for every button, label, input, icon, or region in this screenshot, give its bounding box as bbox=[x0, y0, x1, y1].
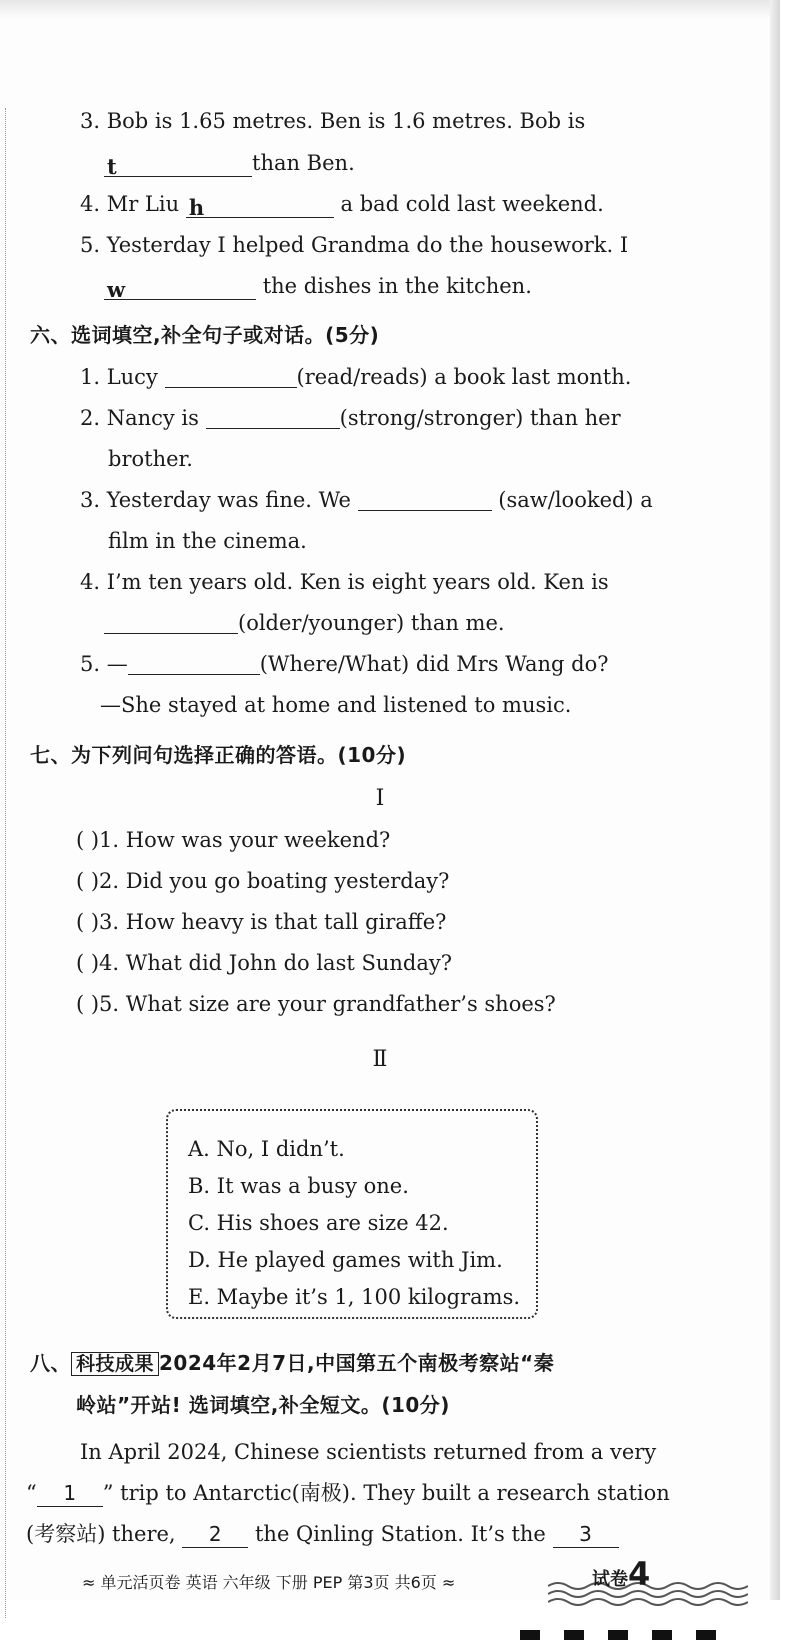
section7-heading: 七、为下列问句选择正确的答语。(10分) bbox=[30, 743, 407, 767]
option-c: C. His shoes are size 42. bbox=[188, 1211, 449, 1235]
blank-2[interactable]: 2 bbox=[182, 1521, 248, 1548]
test-badge: 试卷4 bbox=[592, 1555, 651, 1593]
s6-item5: 5. — (Where/What) did Mrs Wang do? bbox=[80, 652, 609, 676]
section6-heading: 六、选词填空,补全句子或对话。(5分) bbox=[30, 323, 380, 347]
passage-line-1: In April 2024, Chinese scientists returned from a very bbox=[80, 1440, 657, 1464]
s6-item5-line2: —She stayed at home and listened to music. bbox=[100, 693, 572, 717]
topic-tag: 科技成果 bbox=[71, 1352, 159, 1376]
top-shadow bbox=[0, 0, 780, 18]
s6-item4: 4. I’m ten years old. Ken is eight years old. Ken is bbox=[80, 570, 609, 594]
s7-question-1[interactable]: ( )1. How was your weekend? bbox=[76, 828, 391, 852]
q5-item3-line2: t than Ben. bbox=[104, 150, 355, 177]
answer-options-box bbox=[166, 1109, 538, 1319]
s6-item4-line2: (older/younger) than me. bbox=[104, 610, 505, 636]
page-footer: ≈ 单元活页卷 英语 六年级 下册 PEP 第3页 共6页 ≈ bbox=[82, 1573, 456, 1592]
option-a: A. No, I didn’t. bbox=[188, 1137, 345, 1161]
q5-item4: 4. Mr Liu h a bad cold last weekend. bbox=[80, 192, 604, 220]
option-d: D. He played games with Jim. bbox=[188, 1248, 503, 1272]
answer-blank[interactable] bbox=[358, 488, 492, 511]
part-one-label: I bbox=[375, 786, 385, 811]
binding-line bbox=[5, 108, 6, 1618]
answer-blank[interactable] bbox=[128, 652, 260, 675]
s6-item3-line2: film in the cinema. bbox=[108, 529, 307, 553]
blank-3[interactable]: 3 bbox=[553, 1521, 619, 1548]
blank-1[interactable]: 1 bbox=[37, 1480, 103, 1507]
answer-blank[interactable] bbox=[165, 365, 297, 388]
s6-item2-line2: brother. bbox=[108, 447, 193, 471]
s7-question-2[interactable]: ( )2. Did you go boating yesterday? bbox=[76, 869, 450, 893]
answer-blank[interactable]: h bbox=[186, 195, 334, 218]
s7-question-5[interactable]: ( )5. What size are your grandfather’s shoes? bbox=[76, 992, 556, 1016]
passage-line-3: (考察站) there, 2 the Qinling Station. It’s the 3 bbox=[26, 1521, 619, 1548]
q5-item5-line1: 5. Yesterday I helped Grandma do the housework. I bbox=[80, 233, 629, 257]
option-b: B. It was a busy one. bbox=[188, 1174, 409, 1198]
option-e: E. Maybe it’s 1, 100 kilograms. bbox=[188, 1285, 521, 1309]
section8-heading-line2: 岭站”开站! 选词填空,补全短文。(10分) bbox=[76, 1393, 450, 1417]
part-two-label: Ⅱ bbox=[372, 1047, 388, 1072]
q5-item5-line2: w the dishes in the kitchen. bbox=[104, 273, 532, 300]
s7-question-3[interactable]: ( )3. How heavy is that tall giraffe? bbox=[76, 910, 447, 934]
passage-line-2: “ 1 ” trip to Antarctic(南极). They built a research station bbox=[26, 1481, 670, 1505]
answer-blank[interactable]: t bbox=[104, 154, 252, 177]
answer-blank[interactable] bbox=[104, 611, 238, 634]
section8-heading: 八、 科技成果 2024年2月7日,中国第五个南极考察站“秦 bbox=[30, 1351, 555, 1375]
answer-blank[interactable]: w bbox=[104, 277, 256, 300]
s6-item3: 3. Yesterday was fine. We (saw/looked) a bbox=[80, 488, 653, 512]
page-edge bbox=[770, 0, 780, 1600]
q5-item3-line1: 3. Bob is 1.65 metres. Ben is 1.6 metres. Bob is bbox=[80, 109, 586, 133]
answer-blank[interactable] bbox=[206, 406, 340, 429]
s6-item2: 2. Nancy is (strong/stronger) than her bbox=[80, 406, 621, 430]
s6-item1: 1. Lucy (read/reads) a book last month. bbox=[80, 365, 632, 389]
s7-question-4[interactable]: ( )4. What did John do last Sunday? bbox=[76, 951, 452, 975]
